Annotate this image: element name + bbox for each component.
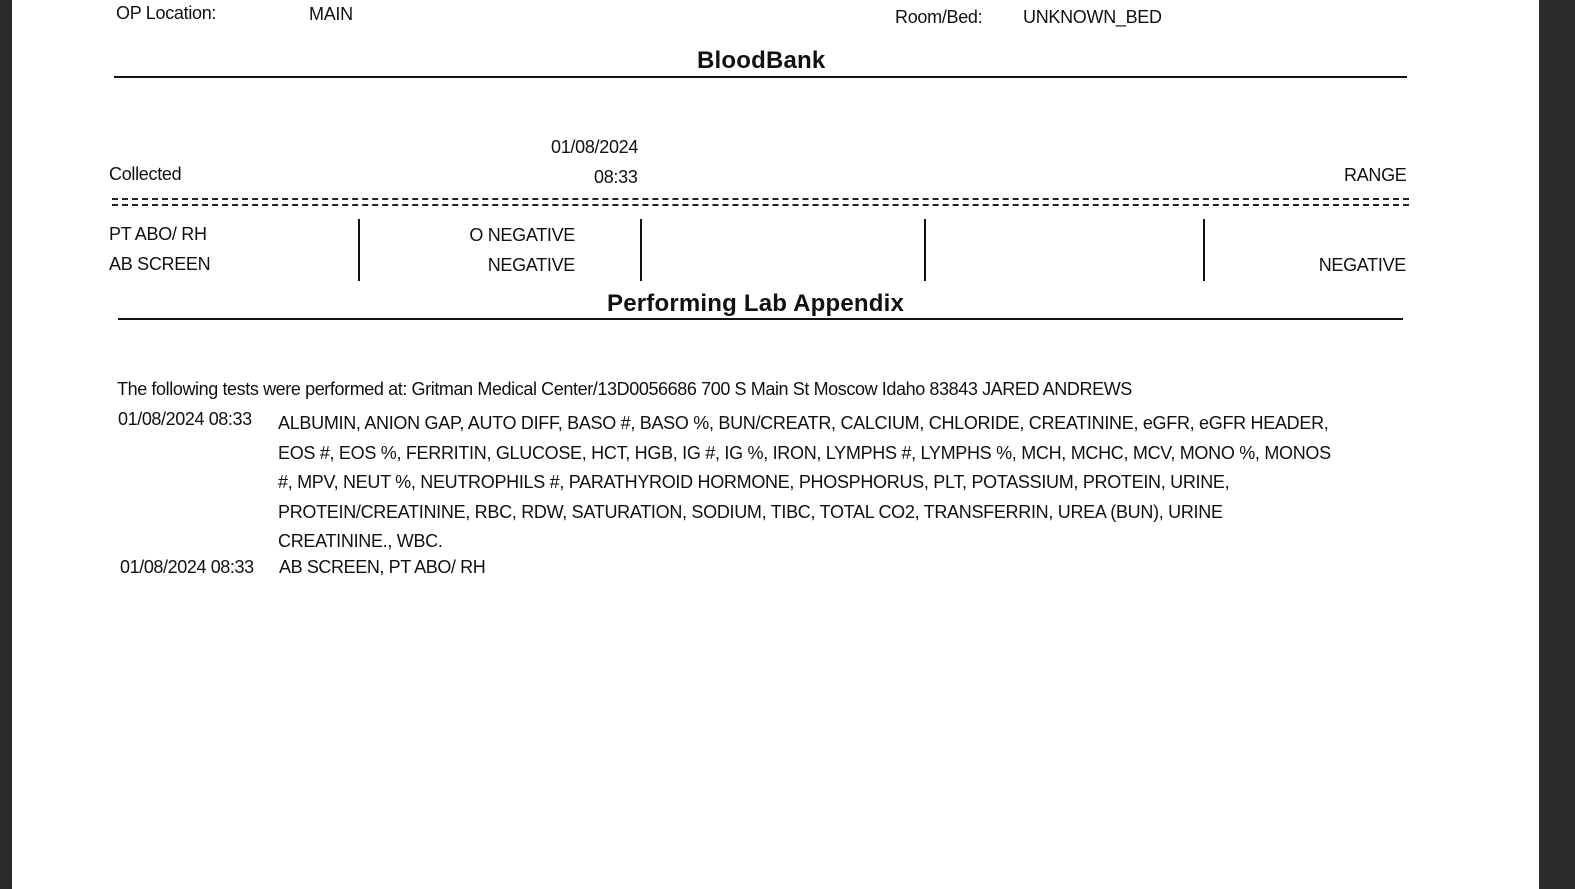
op-location-value: MAIN [309, 4, 353, 24]
row-result: O NEGATIVE [469, 225, 575, 245]
collected-date: 01/08/2024 [551, 137, 639, 157]
appendix-rule [118, 318, 1403, 320]
column-divider [1203, 219, 1205, 281]
results-double-rule [112, 198, 1409, 206]
bloodbank-title: BloodBank [697, 47, 826, 74]
document-page [12, 0, 1539, 889]
row-range: NEGATIVE [1318, 255, 1406, 275]
viewer-background-edge [1539, 0, 1575, 889]
column-divider [924, 219, 926, 281]
room-bed-value: UNKNOWN_BED [1023, 7, 1162, 27]
row-test-name: PT ABO/ RH [109, 224, 207, 244]
column-divider [640, 219, 642, 281]
collected-label: Collected [109, 164, 182, 184]
range-label: RANGE [1344, 165, 1407, 185]
appendix-entry-datetime: 01/08/2024 08:33 [120, 557, 254, 577]
appendix-entry-tests: ALBUMIN, ANION GAP, AUTO DIFF, BASO #, BASO %, BUN/CREATR, CALCIUM, CHLORIDE, CREATININE, eGFR, eGFR HEADER, EOS #, EOS %, FERRITIN, GLUCOSE, HCT, HGB, IG #, IG %, IRON, LYMPHS #, LYMPHS %, MCH, MCHC, MCV, MONO %, MONOS #, MPV, NEUT %, NEUTROPHILS #, PARATHYROID HORMONE, PHOSPHORUS, PLT, POTASSIUM, PROTEIN, URINE, PROTEIN/CREATININE, RBC, RDW, SATURATION, SODIUM, TIBC, TOTAL CO2, TRANSFERRIN, UREA (BUN), URINE CREATININE., WBC. [278, 413, 1331, 552]
appendix-entry-datetime: 01/08/2024 08:33 [118, 409, 252, 429]
room-bed-label: Room/Bed: [895, 7, 983, 27]
bloodbank-rule [114, 76, 1407, 78]
column-divider [358, 219, 360, 281]
op-location-label: OP Location: [116, 3, 217, 23]
appendix-intro: The following tests were performed at: Gritman Medical Center/13D0056686 700 S Main St Moscow Idaho 83843 JARED ANDREWS [117, 379, 1132, 399]
appendix-title: Performing Lab Appendix [607, 290, 905, 317]
appendix-entry-tests: AB SCREEN, PT ABO/ RH [279, 557, 486, 577]
row-result: NEGATIVE [487, 255, 575, 275]
row-test-name: AB SCREEN [109, 254, 211, 274]
collected-time: 08:33 [594, 167, 638, 187]
